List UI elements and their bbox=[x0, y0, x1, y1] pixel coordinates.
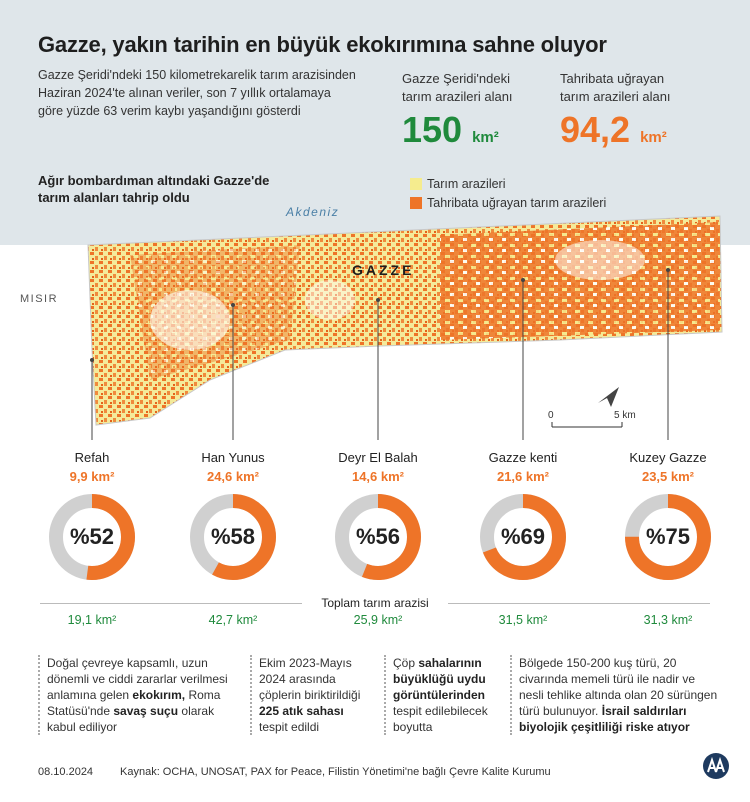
scale-end-label: 5 km bbox=[614, 410, 636, 421]
donut-percent: %75 bbox=[645, 524, 691, 549]
stat-total-label-2: tarım arazileri alanı bbox=[402, 89, 513, 104]
fact-highlight: savaş suçu bbox=[113, 704, 179, 718]
city-name: Refah bbox=[74, 450, 110, 465]
donut-refah bbox=[47, 492, 137, 582]
total-kuzey-gazze: 31,3 km² bbox=[643, 613, 693, 627]
urban-area-3 bbox=[305, 280, 355, 320]
page-title: Gazze, yakın tarihin en büyük ekokırımına sahne oluyor bbox=[38, 32, 607, 57]
stat-damaged-value: 94,2 bbox=[560, 109, 631, 150]
donut-kuzey-gazze bbox=[623, 492, 713, 582]
city-name: Kuzey Gazze bbox=[629, 450, 707, 465]
city-name: Gazze kenti bbox=[488, 450, 558, 465]
city-deyr-el-balah bbox=[318, 450, 438, 484]
stat-total-value: 150 bbox=[402, 109, 463, 150]
fact-biodiversity bbox=[510, 655, 720, 735]
stat-total-unit: km² bbox=[472, 129, 499, 146]
fact-ecocide bbox=[38, 655, 238, 735]
city-name: Deyr El Balah bbox=[338, 450, 418, 465]
total-han-yunus: 42,7 km² bbox=[208, 613, 258, 627]
donut-han-yunus bbox=[188, 492, 278, 582]
total-gazze-kenti: 31,5 km² bbox=[498, 613, 548, 627]
north-arrow-icon bbox=[598, 387, 619, 407]
sea-label: Akdeniz bbox=[286, 205, 340, 219]
footer-date: 08.10.2024 bbox=[38, 766, 94, 778]
stat-damaged-label-2: tarım arazileri alanı bbox=[560, 89, 671, 104]
donut-percent: %56 bbox=[355, 524, 401, 549]
city-refah bbox=[32, 450, 152, 484]
fact-text: tespit edilebilecek boyutta bbox=[393, 704, 488, 734]
city-name: Han Yunus bbox=[201, 450, 265, 465]
totals-title-text: Toplam tarım arazisi bbox=[313, 596, 436, 610]
stat-total-label-1: Gazze Şeridi'ndeki bbox=[402, 71, 510, 86]
donut-gazze-kenti bbox=[478, 492, 568, 582]
fact-waste-sites bbox=[250, 655, 375, 735]
urban-area-1 bbox=[150, 290, 230, 350]
footer-source: Kaynak: OCHA, UNOSAT, PAX for Peace, Filistin Yönetimi'ne bağlı Çevre Kalite Kurumu bbox=[120, 766, 551, 778]
aa-logo-icon bbox=[702, 752, 730, 780]
city-kuzey-gazze bbox=[608, 450, 728, 484]
total-deyr-el-balah: 25,9 km² bbox=[353, 613, 403, 627]
fact-highlight: 225 atık sahası bbox=[259, 704, 344, 718]
city-han-yunus bbox=[173, 450, 293, 484]
city-damaged-area: 23,5 km² bbox=[641, 469, 695, 484]
city-damaged-area: 9,9 km² bbox=[69, 469, 115, 484]
city-gazze-kenti bbox=[463, 450, 583, 484]
intro-text: Gazze Şeridi'ndeki 150 kilometrekarelik tarım arazisinden Haziran 2024'te alınan veriler, son 7 yıllık ortalamaya göre yüzde 63 verim kaybı yaşandığını gösterdi bbox=[38, 68, 356, 118]
fact-text: Doğal çevreye kapsamlı, uzun dönemli ve ciddi zararlar verilmesi anlamına gelen bbox=[47, 656, 228, 702]
legend-label-farmland: Tarım arazileri bbox=[427, 176, 506, 191]
fact-text: tespit edildi bbox=[259, 720, 320, 734]
fact-satellite bbox=[384, 655, 502, 735]
stat-damaged-label-1: Tahribata uğrayan bbox=[560, 71, 665, 86]
fact-text: Çöp bbox=[393, 656, 419, 670]
scale-start-label: 0 bbox=[548, 410, 554, 421]
donut-deyr-el-balah bbox=[333, 492, 423, 582]
fact-text: Ekim 2023-Mayıs 2024 arasında çöplerin biriktirildiği bbox=[259, 656, 361, 702]
stat-damaged-unit: km² bbox=[640, 129, 667, 146]
urban-area-2 bbox=[555, 240, 645, 280]
fact-highlight: İsrail saldırıları biyolojik çeşitliliği riske atıyor bbox=[519, 704, 690, 734]
legend-label-damaged: Tahribata uğrayan tarım arazileri bbox=[427, 195, 607, 210]
donut-percent: %52 bbox=[69, 524, 115, 549]
fact-text: Roma Statüsü'nde bbox=[47, 688, 221, 718]
city-damaged-area: 24,6 km² bbox=[206, 469, 260, 484]
total-refah: 19,1 km² bbox=[67, 613, 117, 627]
fact-text: olarak kabul ediliyor bbox=[47, 704, 215, 734]
fact-highlight: sahalarının büyüklüğü uydu görüntülerinden bbox=[393, 656, 486, 702]
scale-bar bbox=[552, 422, 622, 427]
donut-percent: %58 bbox=[210, 524, 256, 549]
fact-text: Bölgede 150-200 kuş türü, 20 civarında memeli türü ile nadir ve nesli tehlike altında olan 20 sürüngen türü bulunuyor. bbox=[519, 656, 718, 718]
gaza-city-damage-area bbox=[440, 222, 720, 340]
city-damaged-area: 14,6 km² bbox=[351, 469, 405, 484]
donut-percent: %69 bbox=[500, 524, 546, 549]
fact-highlight: ekokırım, bbox=[132, 688, 186, 702]
region-label: GAZZE bbox=[352, 262, 415, 278]
totals-divider-right bbox=[448, 603, 710, 604]
country-label: MISIR bbox=[20, 293, 59, 305]
map-subtitle: Ağır bombardıman altındaki Gazze'de tarım alanları tahrip oldu bbox=[38, 173, 270, 205]
city-damaged-area: 21,6 km² bbox=[496, 469, 550, 484]
